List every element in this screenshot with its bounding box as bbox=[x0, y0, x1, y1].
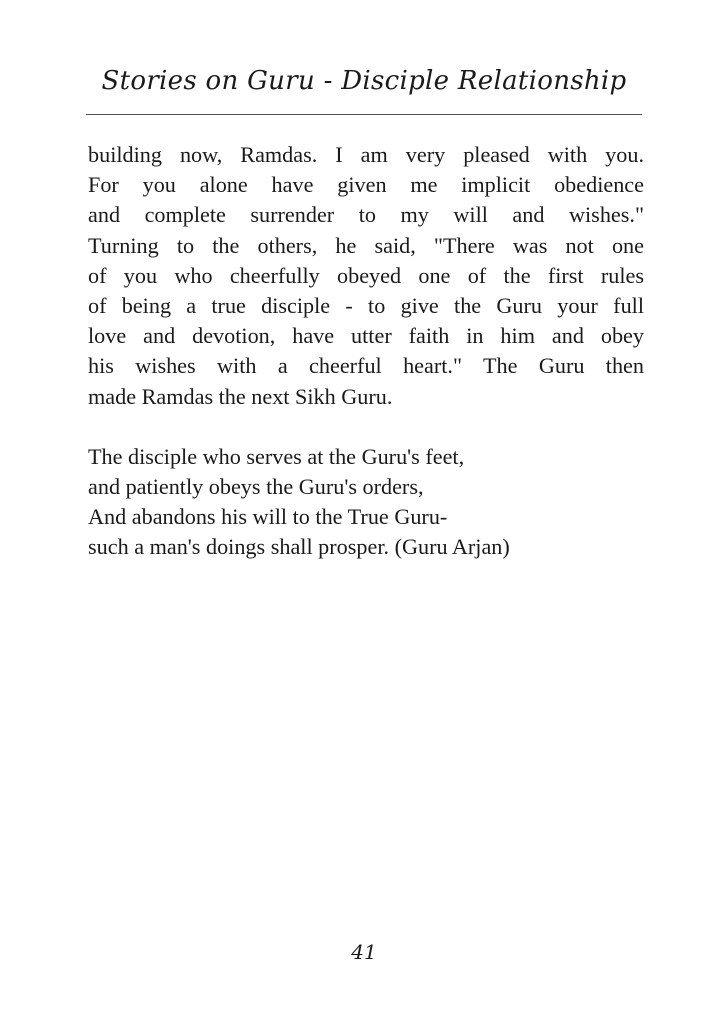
paragraph-line: love and devotion, have utter faith in him and obey bbox=[88, 323, 644, 349]
page-number: 41 bbox=[351, 940, 377, 964]
paragraph-line: made Ramdas the next Sikh Guru. bbox=[88, 383, 393, 409]
paragraph-line: of being a true disciple - to give the Guru your full bbox=[88, 293, 644, 319]
story-paragraph bbox=[88, 140, 644, 412]
poem-line: such a man's doings shall prosper. (Guru Arjan) bbox=[88, 534, 510, 560]
poem-line: The disciple who serves at the Guru's feet, bbox=[88, 443, 465, 469]
poem-quote bbox=[88, 442, 644, 563]
paragraph-line: his wishes with a cheerful heart." The Guru then bbox=[88, 353, 644, 379]
running-header-title: Stories on Guru - Disciple Relationship bbox=[101, 66, 627, 96]
paragraph-line: Turning to the others, he said, "There was not one bbox=[88, 232, 644, 258]
poem-line: and patiently obeys the Guru's orders, bbox=[88, 474, 424, 500]
paragraph-line: building now, Ramdas. I am very pleased with you. bbox=[88, 142, 644, 167]
paragraph-line: and complete surrender to my will and wishes." bbox=[88, 202, 644, 228]
header-divider bbox=[86, 114, 642, 115]
poem-line: And abandons his will to the True Guru- bbox=[88, 504, 448, 530]
paragraph-line: For you alone have given me implicit obedience bbox=[88, 172, 644, 198]
paragraph-line: of you who cheerfully obeyed one of the first rules bbox=[88, 262, 644, 288]
body-text bbox=[88, 140, 644, 563]
